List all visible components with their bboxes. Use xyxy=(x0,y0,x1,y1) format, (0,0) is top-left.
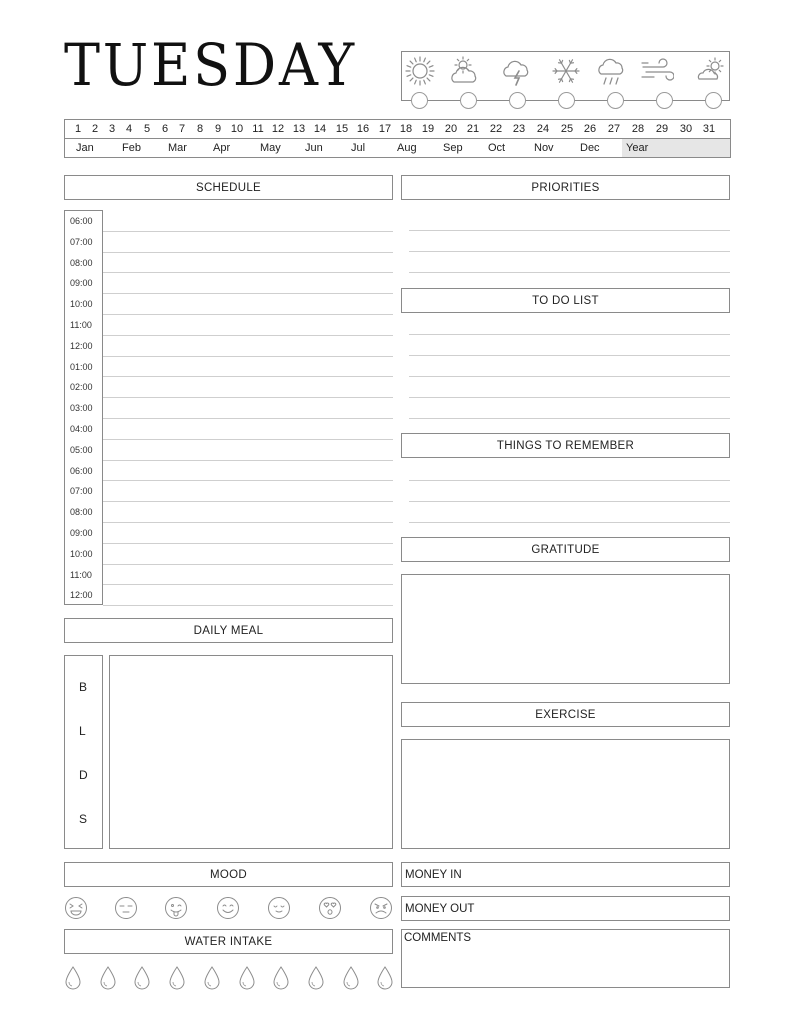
day-26[interactable]: 26 xyxy=(583,123,597,135)
schedule-time: 12:00 xyxy=(70,590,93,601)
month-nov[interactable]: Nov xyxy=(534,142,554,154)
money-out-field[interactable]: MONEY OUT xyxy=(401,896,730,921)
sun-behind-cloud-icon xyxy=(695,54,729,93)
water-header: WATER INTAKE xyxy=(64,929,393,954)
schedule-time: 09:00 xyxy=(70,278,93,289)
day-31[interactable]: 31 xyxy=(702,123,716,135)
schedule-line[interactable] xyxy=(103,543,393,544)
schedule-time: 08:00 xyxy=(70,257,93,268)
schedule-line[interactable] xyxy=(103,501,393,502)
todo-line[interactable] xyxy=(409,376,730,377)
schedule-time: 11:00 xyxy=(70,320,92,330)
meal-breakfast: B xyxy=(79,680,88,694)
gratitude-box[interactable] xyxy=(401,574,730,684)
schedule-time: 01:00 xyxy=(70,361,93,372)
schedule-line[interactable] xyxy=(103,418,393,419)
schedule-line[interactable] xyxy=(103,564,393,565)
weather-checkbox[interactable] xyxy=(411,92,428,109)
unamused-face-icon[interactable] xyxy=(114,896,138,925)
schedule-time: 06:00 xyxy=(70,216,93,226)
partly-cloudy-icon xyxy=(449,54,483,93)
schedule-time: 12:00 xyxy=(70,340,93,351)
schedule-line[interactable] xyxy=(103,397,393,398)
snowflake-icon xyxy=(549,54,583,93)
water-drop-icon[interactable] xyxy=(342,966,360,995)
schedule-time: 09:00 xyxy=(70,528,93,538)
day-29[interactable]: 29 xyxy=(655,123,669,135)
schedule-line[interactable] xyxy=(103,231,393,232)
meal-snack: S xyxy=(79,812,88,826)
day-10[interactable]: 10 xyxy=(230,123,244,135)
schedule-line[interactable] xyxy=(103,335,393,336)
day-22[interactable]: 22 xyxy=(489,123,503,135)
water-drop-icon[interactable] xyxy=(307,966,325,995)
todo-line[interactable] xyxy=(409,418,730,419)
month-apr[interactable]: Apr xyxy=(213,142,231,154)
month-oct[interactable]: Oct xyxy=(488,142,506,154)
page-title: TUESDAY xyxy=(64,31,357,99)
water-drop-icon[interactable] xyxy=(376,966,394,995)
meal-notes-box[interactable] xyxy=(109,655,393,849)
schedule-time: 11:00 xyxy=(70,569,92,580)
day-16[interactable]: 16 xyxy=(356,123,370,135)
weather-checkbox[interactable] xyxy=(460,92,477,109)
content-face-icon[interactable] xyxy=(267,896,291,925)
month-jul[interactable]: Jul xyxy=(351,142,366,154)
priorities-line[interactable] xyxy=(409,251,730,252)
day-28[interactable]: 28 xyxy=(631,123,645,135)
daily-meal-header: DAILY MEAL xyxy=(64,618,393,643)
tongue-face-icon[interactable] xyxy=(164,896,188,925)
smiling-face-icon[interactable] xyxy=(216,896,240,925)
day-3[interactable]: 3 xyxy=(108,123,116,135)
schedule-time: 03:00 xyxy=(70,403,93,414)
day-6[interactable]: 6 xyxy=(161,123,169,135)
weather-checkbox[interactable] xyxy=(509,92,526,109)
month-dec[interactable]: Dec xyxy=(580,142,600,154)
day-11[interactable]: 11 xyxy=(252,123,264,135)
day-9[interactable]: 9 xyxy=(214,123,222,135)
month-jun[interactable]: Jun xyxy=(305,142,323,154)
schedule-time: 08:00 xyxy=(70,507,93,518)
priorities-header: PRIORITIES xyxy=(401,175,730,200)
schedule-header: SCHEDULE xyxy=(64,175,393,200)
wind-icon xyxy=(640,54,674,93)
mood-header: MOOD xyxy=(64,862,393,887)
water-drop-icon[interactable] xyxy=(238,966,256,995)
weather-checkbox[interactable] xyxy=(558,92,575,109)
schedule-time: 10:00 xyxy=(70,548,93,559)
day-15[interactable]: 15 xyxy=(335,123,349,135)
todo-line[interactable] xyxy=(409,355,730,356)
day-23[interactable]: 23 xyxy=(512,123,526,135)
day-7[interactable]: 7 xyxy=(178,123,186,135)
todo-line[interactable] xyxy=(409,334,730,335)
day-2[interactable]: 2 xyxy=(91,123,99,135)
schedule-time: 07:00 xyxy=(70,486,93,497)
day-25[interactable]: 25 xyxy=(560,123,574,135)
sun-icon xyxy=(403,54,437,93)
day-8[interactable]: 8 xyxy=(196,123,204,135)
water-drop-icon[interactable] xyxy=(99,966,117,995)
schedule-line[interactable] xyxy=(103,480,393,481)
schedule-line[interactable] xyxy=(103,605,393,606)
month-aug[interactable]: Aug xyxy=(397,142,417,154)
angry-face-icon[interactable] xyxy=(369,896,393,925)
day-14[interactable]: 14 xyxy=(313,123,327,135)
exercise-header: EXERCISE xyxy=(401,702,730,727)
month-jan[interactable]: Jan xyxy=(76,142,94,154)
month-may[interactable]: May xyxy=(260,142,281,154)
day-20[interactable]: 20 xyxy=(444,123,458,135)
day-19[interactable]: 19 xyxy=(421,123,435,135)
month-sep[interactable]: Sep xyxy=(443,142,463,154)
day-30[interactable]: 30 xyxy=(679,123,693,135)
month-mar[interactable]: Mar xyxy=(168,142,187,154)
gratitude-header: GRATITUDE xyxy=(401,537,730,562)
water-drop-icon[interactable] xyxy=(64,966,82,995)
priorities-line[interactable] xyxy=(409,230,730,231)
remember-line[interactable] xyxy=(409,522,730,523)
day-13[interactable]: 13 xyxy=(292,123,306,135)
schedule-time: 05:00 xyxy=(70,444,93,455)
schedule-time: 02:00 xyxy=(70,382,93,393)
schedule-line[interactable] xyxy=(103,522,393,523)
schedule-line[interactable] xyxy=(103,314,393,315)
day-12[interactable]: 12 xyxy=(271,123,285,135)
remember-line[interactable] xyxy=(409,501,730,502)
todo-line[interactable] xyxy=(409,397,730,398)
water-drop-icon[interactable] xyxy=(168,966,186,995)
schedule-time: 07:00 xyxy=(70,236,93,247)
meal-dinner: D xyxy=(79,768,88,782)
todo-header: TO DO LIST xyxy=(401,288,730,313)
priorities-line[interactable] xyxy=(409,272,730,273)
schedule-line[interactable] xyxy=(103,460,393,461)
comments-label: COMMENTS xyxy=(404,932,472,944)
day-21[interactable]: 21 xyxy=(466,123,480,135)
meal-lunch: L xyxy=(79,724,86,738)
day-18[interactable]: 18 xyxy=(399,123,413,135)
water-drop-icon[interactable] xyxy=(272,966,290,995)
schedule-time: 04:00 xyxy=(70,424,93,434)
schedule-line[interactable] xyxy=(103,293,393,294)
thunderstorm-icon xyxy=(501,54,535,93)
day-4[interactable]: 4 xyxy=(125,123,133,135)
schedule-line[interactable] xyxy=(103,252,393,253)
schedule-line[interactable] xyxy=(103,376,393,377)
schedule-time: 06:00 xyxy=(70,465,93,476)
exercise-box[interactable] xyxy=(401,739,730,849)
money-in-field[interactable]: MONEY IN xyxy=(401,862,730,887)
heart-eyes-face-icon[interactable] xyxy=(318,896,342,925)
schedule-line[interactable] xyxy=(103,439,393,440)
water-drop-icon[interactable] xyxy=(203,966,221,995)
remember-header: THINGS TO REMEMBER xyxy=(401,433,730,458)
year-cell[interactable]: Year xyxy=(626,142,649,154)
schedule-time: 10:00 xyxy=(70,299,93,310)
weather-checkbox[interactable] xyxy=(705,92,722,109)
day-24[interactable]: 24 xyxy=(536,123,550,135)
schedule-line[interactable] xyxy=(103,272,393,273)
weather-checkbox[interactable] xyxy=(656,92,673,109)
day-17[interactable]: 17 xyxy=(378,123,392,135)
day-1[interactable]: 1 xyxy=(74,123,82,135)
day-5[interactable]: 5 xyxy=(143,123,151,135)
water-drop-icon[interactable] xyxy=(133,966,151,995)
schedule-line[interactable] xyxy=(103,356,393,357)
remember-line[interactable] xyxy=(409,480,730,481)
schedule-line[interactable] xyxy=(103,584,393,585)
rain-icon xyxy=(596,54,630,93)
laughing-face-icon[interactable] xyxy=(64,896,88,925)
weather-checkbox[interactable] xyxy=(607,92,624,109)
day-27[interactable]: 27 xyxy=(607,123,621,135)
month-feb[interactable]: Feb xyxy=(122,142,141,154)
